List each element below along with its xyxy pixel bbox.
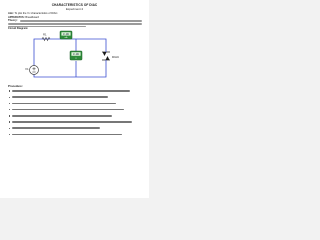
step-text	[12, 114, 56, 117]
diac-symbol	[102, 49, 110, 63]
procedure-steps	[8, 90, 142, 140]
wire-bottom	[34, 63, 106, 77]
voltage-source	[30, 66, 39, 75]
bullet-dot	[9, 128, 10, 129]
page-title: CHARACTERISTICS OF DIAC	[51, 3, 98, 7]
ammeter	[60, 31, 72, 39]
theory-label: Theory:	[8, 19, 18, 23]
circuit-label: Circuit Diagram:	[8, 26, 29, 30]
bullet-dot	[9, 109, 10, 110]
voltmeter-unit: V	[75, 57, 77, 60]
procedure-step	[8, 133, 142, 139]
step-text	[12, 96, 54, 99]
bullet-dot	[9, 103, 10, 104]
bullet-dot	[9, 121, 10, 122]
bullet-dot	[9, 90, 10, 91]
voltmeter-readout: 0.00	[73, 53, 79, 56]
theory-line-2	[8, 23, 142, 25]
step-text	[12, 120, 53, 123]
aim-label: Aim:	[8, 12, 14, 15]
circuit-diagram	[16, 29, 136, 81]
procedure-title: Procedure:	[8, 84, 23, 88]
step-text	[12, 108, 70, 111]
step-text	[12, 133, 47, 136]
resistor-label: R1	[43, 32, 47, 37]
step-text	[12, 102, 40, 105]
step-text	[12, 127, 56, 130]
theory-line-1	[20, 20, 142, 22]
wire-top-right	[68, 39, 106, 49]
step-text	[12, 89, 63, 92]
ammeter-unit: mA	[64, 37, 68, 40]
procedure-section	[8, 84, 142, 140]
bullet-dot	[9, 134, 10, 135]
source-label: V1	[25, 67, 29, 71]
bullet-dot	[9, 97, 10, 98]
bullet-dot	[9, 115, 10, 116]
device-label: DIAC	[112, 55, 120, 59]
apparatus-label: APPARATUS:	[8, 15, 25, 19]
wire-top-left	[34, 39, 68, 67]
document-page	[0, 0, 149, 198]
apparatus-text: Breadboard	[25, 15, 39, 19]
voltmeter	[70, 51, 82, 60]
ammeter-readout: 0.00	[63, 32, 69, 36]
page-subtitle: Experiment 4	[65, 7, 84, 11]
aim-text: To plot the V-I characteristics of DIAC.	[14, 12, 59, 15]
